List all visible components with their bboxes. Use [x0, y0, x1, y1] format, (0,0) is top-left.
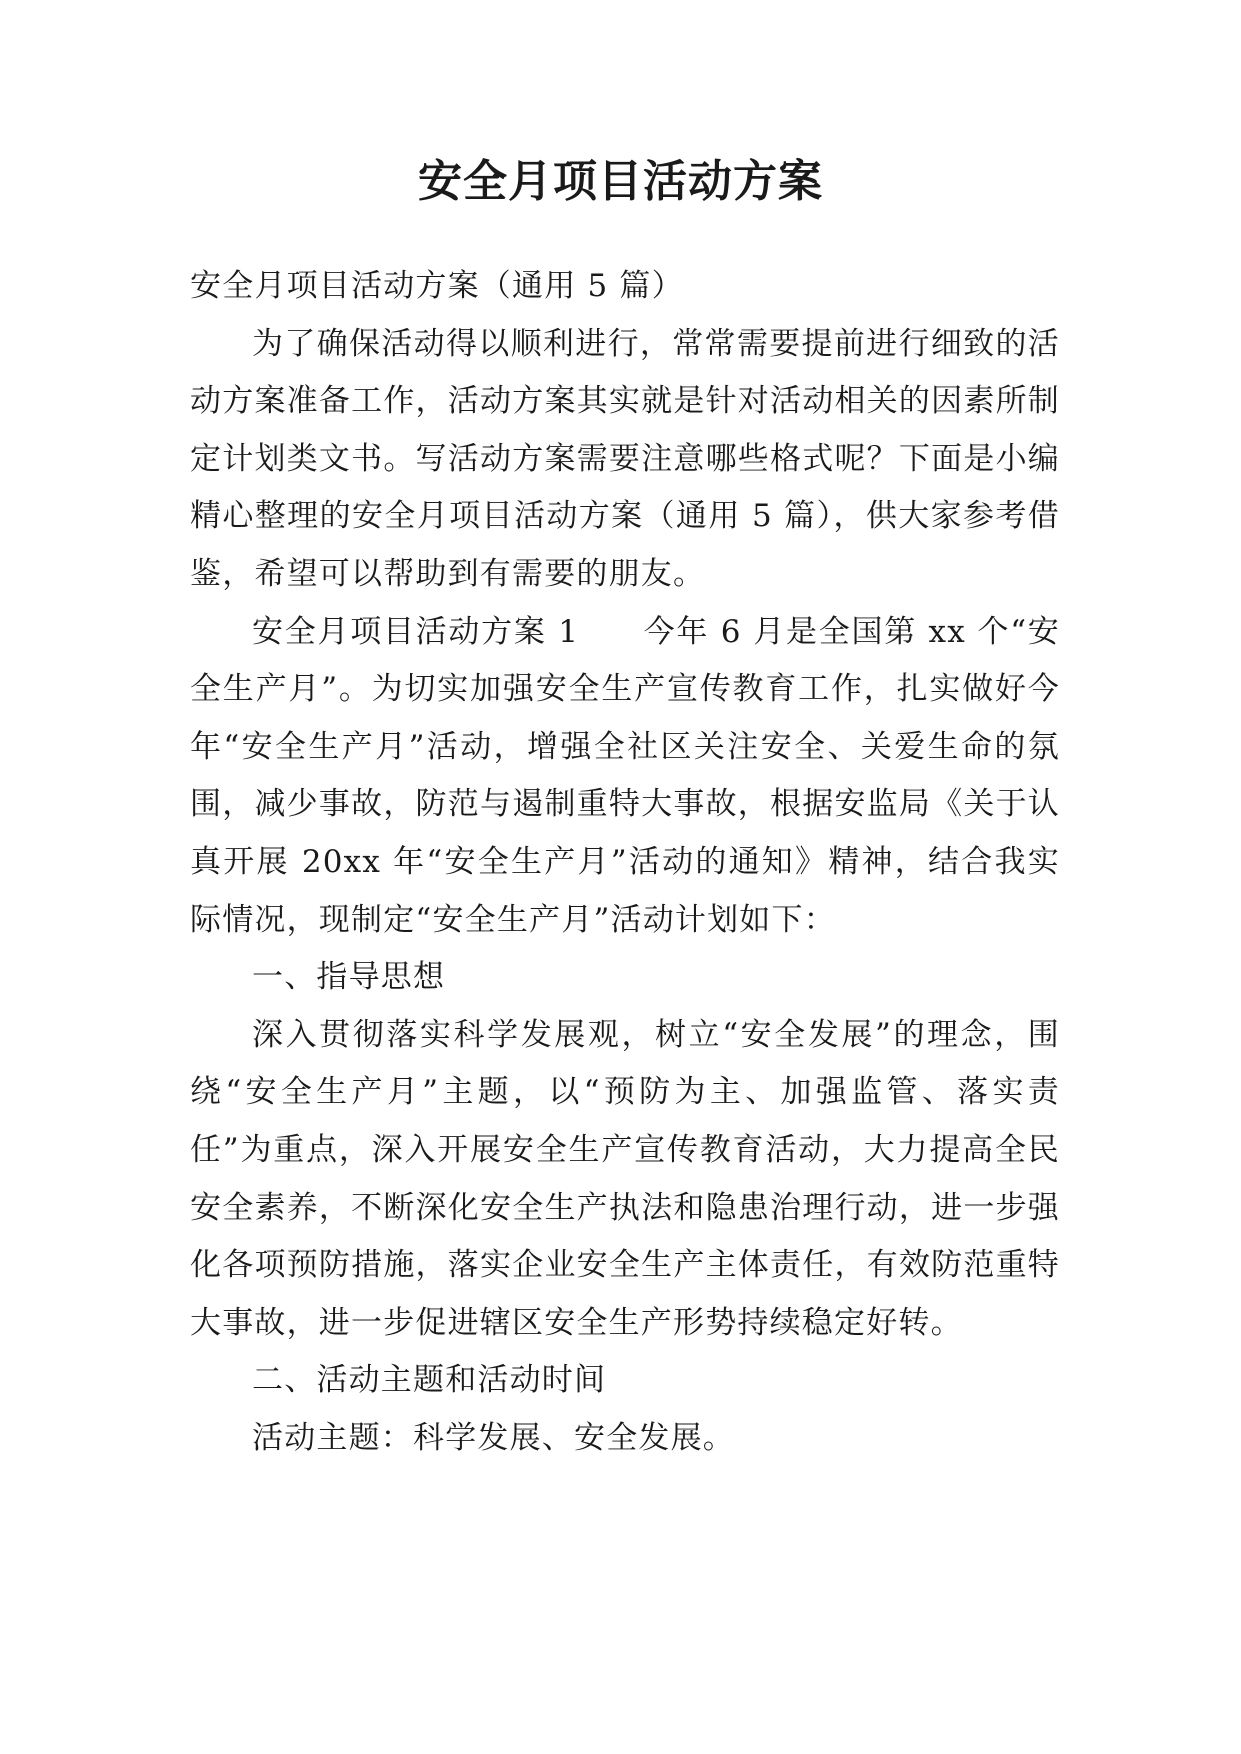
intro-paragraph: 为了确保活动得以顺利进行，常常需要提前进行细致的活动方案准备工作，活动方案其实就是针对活动相关的因素所制定计划类文书。写活动方案需要注意哪些格式呢？下面是小编精心整理的安全月项目活动方案（通用 5 篇），供大家参考借鉴，希望可以帮助到有需要的朋友。	[190, 325, 1060, 592]
document-body	[190, 258, 1060, 1467]
document-title: 安全月项目活动方案	[418, 156, 823, 207]
section-1-body: 今年 6 月是全国第 xx 个“安全生产月”。为切实加强安全生产宣传教育工作，扎实做好今年“安全生产月”活动，增强全社区关注安全、关爱生命的氛围，减少事故，防范与遏制重特大事故，根据安监局《关于认真开展 20xx 年“安全生产月”活动的通知》精神，结合我实际情况，现制定“安全生产月”活动计划如下：	[190, 613, 1060, 938]
guiding-ideology-paragraph: 深入贯彻落实科学发展观，树立“安全发展”的理念，围绕“安全生产月”主题，以“预防为主、加强监管、落实责任”为重点，深入开展安全生产宣传教育活动，大力提高全民安全素养，不断深化安全生产执法和隐患治理行动，进一步强化各项预防措施，落实企业安全生产主体责任，有效防范重特大事故，进一步促进辖区安全生产形势持续稳定好转。	[190, 1016, 1060, 1341]
section-1-paragraph	[190, 604, 1060, 950]
heading-theme-and-time: 二、活动主题和活动时间	[252, 1362, 607, 1399]
document-subtitle: 安全月项目活动方案（通用 5 篇）	[190, 268, 684, 304]
heading-guiding-ideology: 一、指导思想	[252, 959, 446, 996]
section-1-heading: 安全月项目活动方案 1	[252, 613, 580, 650]
theme-paragraph: 活动主题：科学发展、安全发展。	[252, 1419, 735, 1456]
